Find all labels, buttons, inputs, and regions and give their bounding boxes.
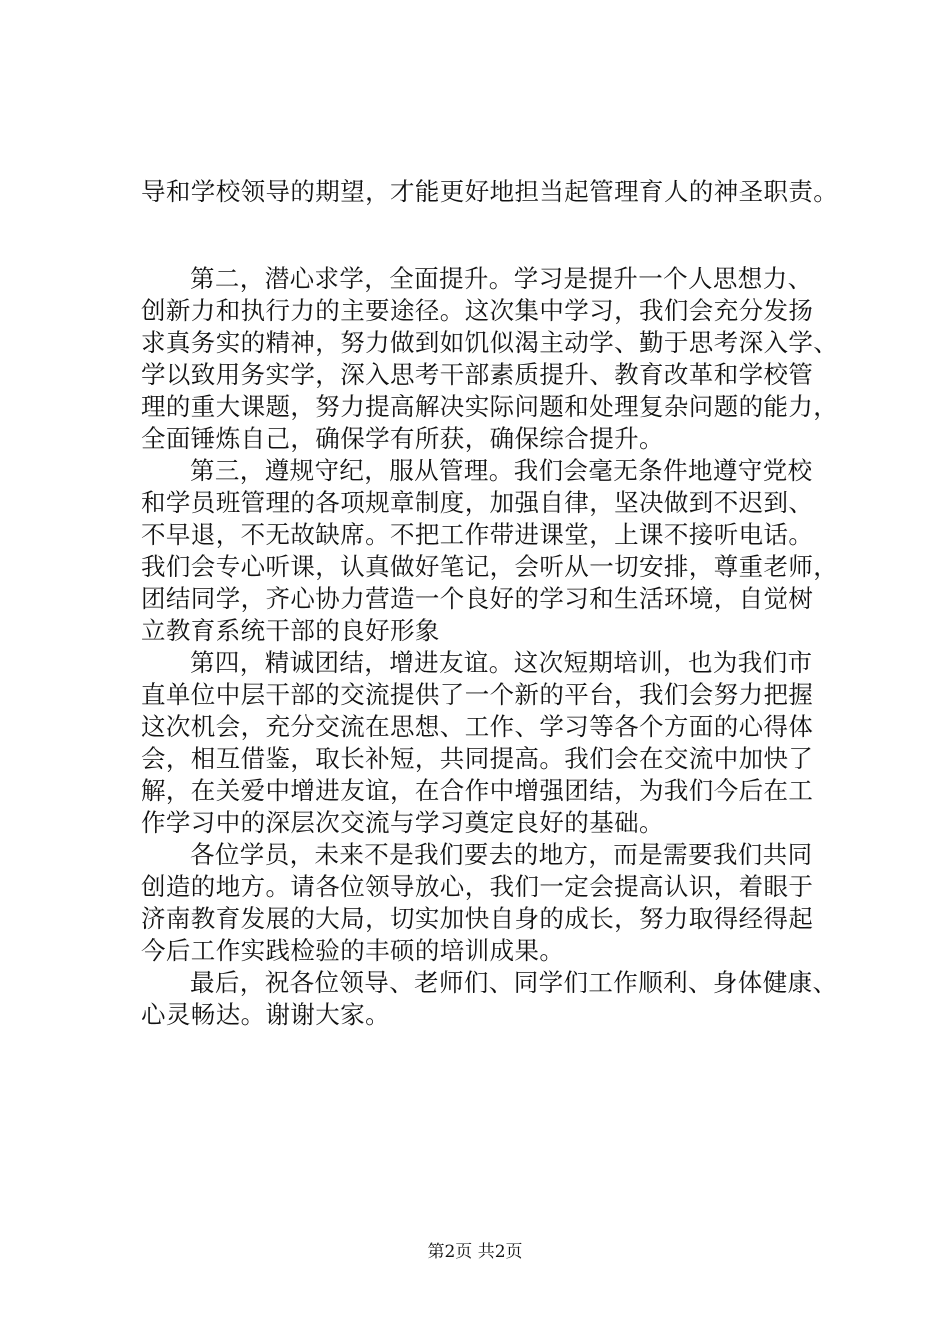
text-line: 济南教育发展的大局，切实加快自身的成长，努力取得经得起 [141, 904, 814, 933]
text-line: 学以致用务实学，深入思考干部素质提升、教育改革和学校管 [141, 360, 814, 389]
text-line: 作学习中的深层次交流与学习奠定良好的基础。 [141, 808, 664, 837]
paragraph-first-line: 第四，精诚团结，增进友谊。这次短期培训，也为我们市 [190, 648, 813, 677]
paragraph-first-line: 最后，祝各位领导、老师们、同学们工作顺利、身体健康、 [190, 968, 838, 997]
paragraph-first-line: 各位学员，未来不是我们要去的地方，而是需要我们共同 [190, 840, 813, 869]
text-line: 理的重大课题，努力提高解决实际问题和处理复杂问题的能力， [141, 392, 839, 421]
text-line: 求真务实的精神，努力做到如饥似渴主动学、勤于思考深入学、 [141, 328, 839, 357]
text-line: 立教育系统干部的良好形象 [141, 616, 440, 645]
text-line: 今后工作实践检验的丰硕的培训成果。 [141, 936, 565, 965]
text-line: 直单位中层干部的交流提供了一个新的平台，我们会努力把握 [141, 680, 814, 709]
text-line: 不早退，不无故缺席。不把工作带进课堂，上课不接听电话。 [141, 520, 814, 549]
text-line: 创新力和执行力的主要途径。这次集中学习，我们会充分发扬 [141, 296, 814, 325]
text-line: 团结同学，齐心协力营造一个良好的学习和生活环境，自觉树 [141, 584, 814, 613]
text-line: 创造的地方。请各位领导放心，我们一定会提高认识，着眼于 [141, 872, 814, 901]
text-line: 会，相互借鉴，取长补短，共同提高。我们会在交流中加快了 [141, 744, 814, 773]
paragraph-first-line: 第三，遵规守纪，服从管理。我们会毫无条件地遵守党校 [190, 456, 813, 485]
text-line: 全面锤炼自己，确保学有所获，确保综合提升。 [141, 424, 664, 453]
text-line: 心灵畅达。谢谢大家。 [141, 1000, 390, 1029]
text-line: 这次机会，充分交流在思想、工作、学习等各个方面的心得体 [141, 712, 814, 741]
text-line: 我们会专心听课，认真做好笔记，会听从一切安排，尊重老师， [141, 552, 839, 581]
paragraph-first-line: 第二，潜心求学，全面提升。学习是提升一个人思想力、 [190, 264, 813, 293]
page-number-footer: 第2页 共2页 [427, 1242, 523, 1262]
text-line: 导和学校领导的期望，才能更好地担当起管理育人的神圣职责。 [141, 177, 839, 206]
text-line: 解，在关爱中增进友谊，在合作中增强团结，为我们今后在工 [141, 776, 814, 805]
text-line: 和学员班管理的各项规章制度，加强自律，坚决做到不迟到、 [141, 488, 814, 517]
